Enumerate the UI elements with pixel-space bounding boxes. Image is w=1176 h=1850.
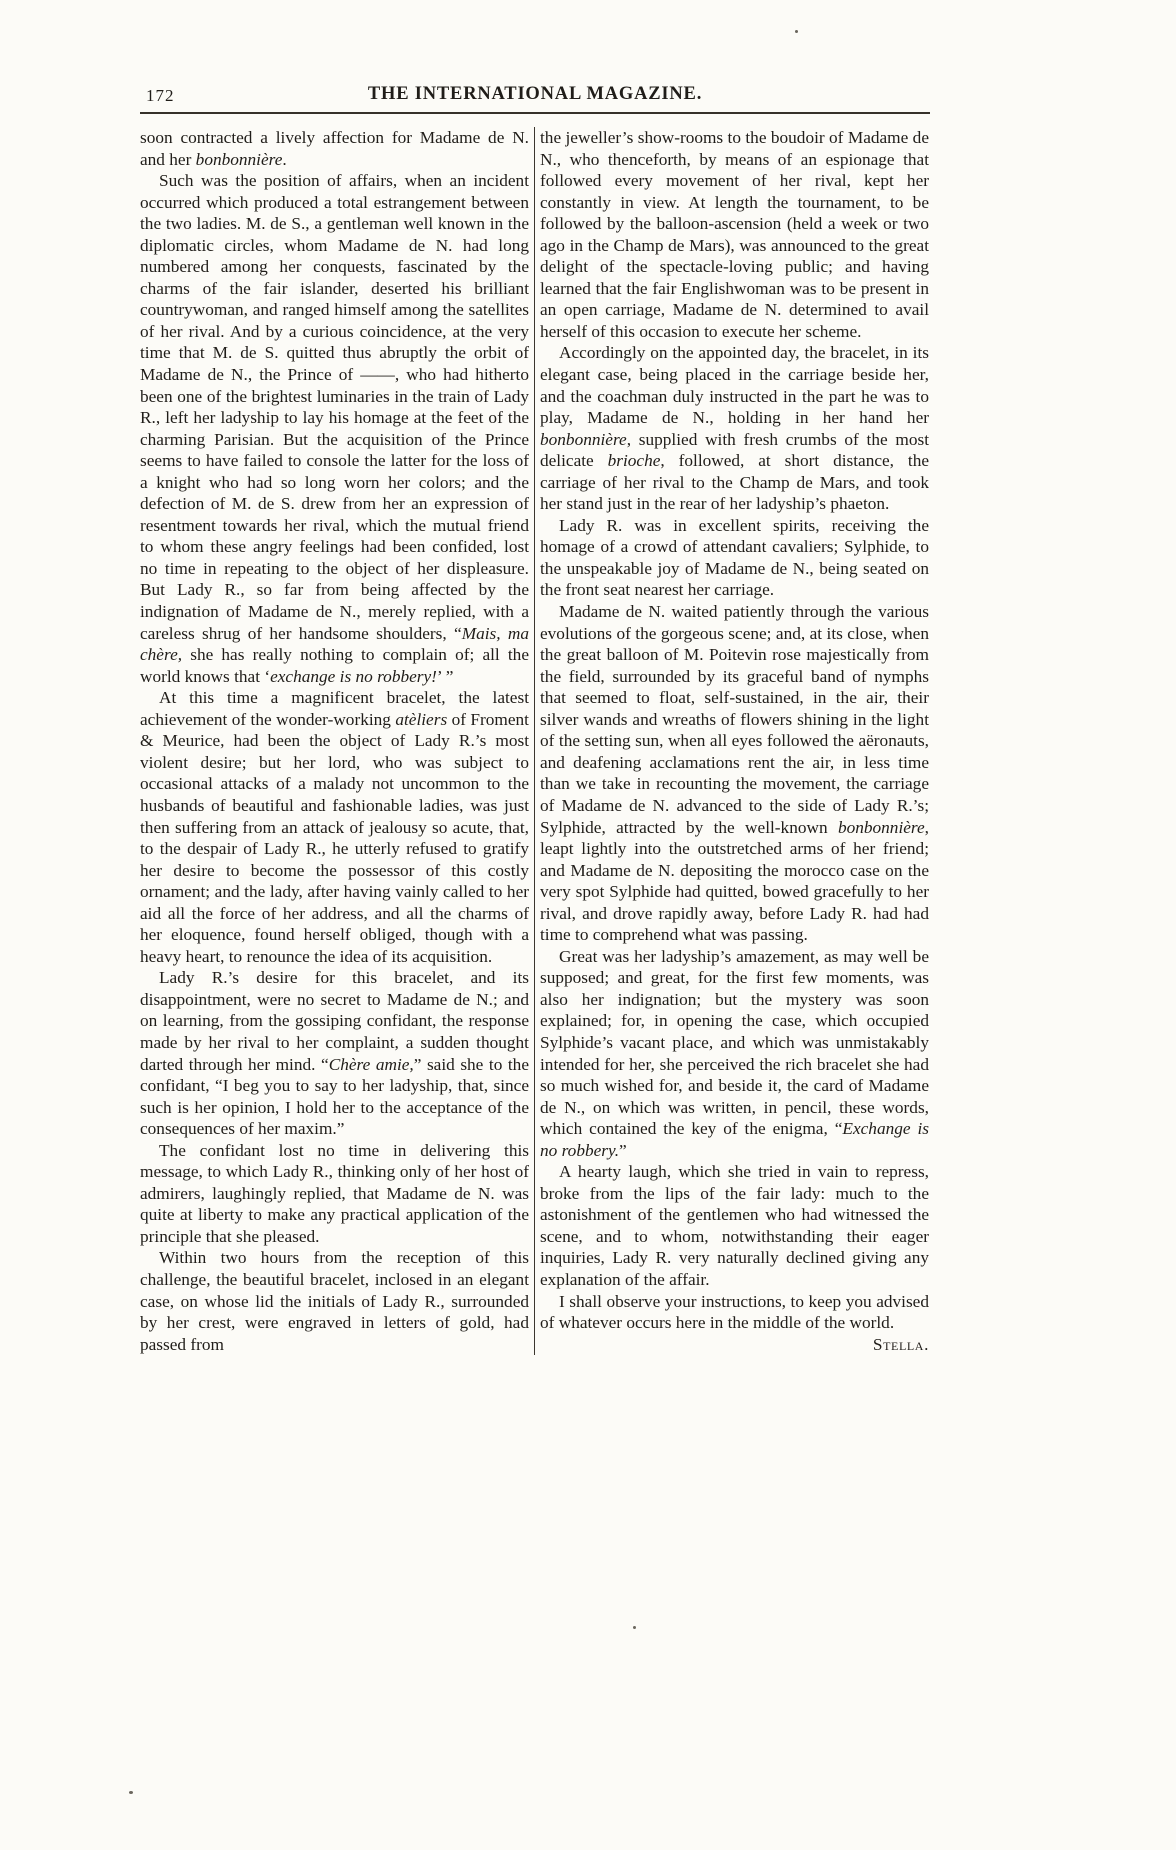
paragraph: soon contracted a lively affection for Madame de N. and her bonbonnière. xyxy=(140,128,529,169)
italic-phrase: bonbonnière xyxy=(837,817,925,837)
paragraph: the jeweller’s show-rooms to the boudoir of Madame de N., who thenceforth, by means of an espionage that followed every movement of her rival, kept her constantly in view. At length the tournament, to be followed by the balloon-ascension (held a week or two ago in the Champ de Mars), was announced to the great delight of the spectacle-loving public; and having learned that the fair Englishwoman was to be present in an open carriage, Madame de N. determined to avail herself of this occasion to execute her scheme. xyxy=(540,128,929,341)
italic-phrase: Chère amie, xyxy=(328,1054,414,1074)
italic-phrase: atèliers xyxy=(395,709,448,729)
paragraph: Madame de N. waited patiently through the various evolutions of the gorgeous scene; and, at its close, when the great balloon of M. Poitevin rose majestically from the field, surrounded by its graceful band of nymphs that seemed to float, self-sustained, in the air, their silver wands and wreaths of flowers shining in the light of the setting sun, when all eyes followed the aëronauts, and deafening acclamations rent the air, in less time than we take in recounting the movement, the carriage of Madame de N. advanced to the side of Lady R.’s; Sylphide, attracted by the well-known bonbonnière, leapt lightly into the outstretched arms of her friend; and Madame de N. depositing the morocco case on the very spot Sylphide had quitted, bowed gracefully to her rival, and drove rapidly away, before Lady R. had had time to comprehend what was passing. xyxy=(540,602,929,945)
paragraph: Such was the position of affairs, when an incident occurred which produced a total estrangement between the two ladies. M. de S., a gentleman well known in the diplomatic circles, whom Madame de N. had long numbered among her conquests, fascinated by the charms of the fair islander, deserted his brilliant countrywoman, and ranged himself among the satellites of her rival. And by a curious coincidence, at the very time that M. de S. quitted thus abruptly the orbit of Madame de N., the Prince of ——, who had hitherto been one of the brightest luminaries in the train of Lady R., left her ladyship to lay his homage at the feet of the charming Parisian. But the acquisition of the Prince seems to have failed to console the latter for the loss of a knight who had so long worn her colors; and the defection of M. de S. drew from her an expression of resentment towards her rival, which the mutual friend to whom these angry feelings had been confided, lost no time in repeating to the object of her displeasure. But Lady R., so far from being affected by the indignation of Madame de N., merely replied, with a careless shrug of her handsome shoulders, “Mais, ma chère, she has really nothing to complain of; all the world knows that ‘exchange is no robbery!’ ” xyxy=(140,171,529,686)
page-header xyxy=(140,82,930,109)
paragraph: I shall observe your instructions, to keep you advised of whatever occurs here in the middle of the world. Stella. xyxy=(540,1291,929,1354)
page-title: THE INTERNATIONAL MAGAZINE. xyxy=(367,84,703,104)
scan-speck xyxy=(633,1626,636,1629)
paragraph: Lady R. was in excellent spirits, receiving the homage of a crowd of attendant cavaliers; Sylphide, to the unspeakable joy of Madame de N., being seated on the front seat nearest her carriage. xyxy=(540,515,929,600)
header-rule xyxy=(140,112,930,114)
italic-phrase: bonbonnière xyxy=(195,149,283,169)
scan-speck xyxy=(129,1791,133,1794)
paragraph: Lady R.’s desire for this bracelet, and its disappointment, were no secret to Madame de N.; and on learning, from the gossiping confidant, the response made by her rival to her complaint, a sudden thought darted through her mind. “Chère amie,” said she to the confidant, “I beg you to say to her ladyship, that, since such is her opinion, I hold her to the acceptance of the consequences of her maxim.” xyxy=(140,968,529,1139)
paragraph: At this time a magnificent bracelet, the latest achievement of the wonder-working atèliers of Froment & Meurice, had been the object of Lady R.’s most violent desire; but her lord, who was subject to occasional attacks of a malady not uncommon to the husbands of beautiful and fashionable ladies, was just then suffering from an attack of jealousy so acute, that, to the despair of Lady R., he utterly refused to gratify her desire to become the possessor of this costly ornament; and the lady, after having vainly called to her aid all the force of her address, and all the charms of her eloquence, found herself obliged, though with a heavy heart, to renounce the idea of its acquisition. xyxy=(140,688,529,966)
italic-phrase: bonbonnière xyxy=(540,429,627,449)
text-columns xyxy=(140,127,930,1355)
scan-speck xyxy=(795,30,798,33)
page-number: 172 xyxy=(146,86,175,105)
italic-phrase: brioche xyxy=(607,451,661,471)
italic-phrase: Mais, ma chère, xyxy=(140,623,529,665)
magazine-page xyxy=(140,82,930,1355)
paragraph: The confidant lost no time in delivering this message, to which Lady R., thinking only of her host of admirers, laughingly replied, that Madame de N. was quite at liberty to make any practical application of the principle that she pleased. xyxy=(140,1140,529,1246)
signature: Stella. xyxy=(872,1334,929,1354)
column-divider xyxy=(534,127,535,1355)
paragraph: Accordingly on the appointed day, the bracelet, in its elegant case, being placed in the carriage beside her, and the coachman duly instructed in the part he was to play, Madame de N., holding in her hand her bonbonnière, supplied with fresh crumbs of the most delicate brioche, followed, at short distance, the carriage of her rival to the Champ de Mars, and took her stand just in the rear of her ladyship’s phaeton. xyxy=(540,343,930,514)
right-column xyxy=(540,127,929,1355)
italic-phrase: Exchange is no robbery. xyxy=(540,1119,929,1160)
italic-phrase: exchange is no robbery! xyxy=(270,666,437,686)
paragraph: Great was her ladyship’s amazement, as may well be supposed; and great, for the first few moments, was also her indignation; but the mystery was soon explained; for, in opening the case, which occupied Sylphide’s vacant place, and which was unmistakably intended for her, she perceived the rich bracelet she had so much wished for, and beside it, the card of Madame de N., on which was written, in pencil, these words, which contained the key of the enigma, “Exchange is no robbery.” xyxy=(540,946,929,1160)
paragraph: A hearty laugh, which she tried in vain to repress, broke from the lips of the fair lady: much to the astonishment of the gentlemen who had witnessed the scene, and to whom, notwithstanding their eager inquiries, Lady R. very naturally declined giving any explanation of the affair. xyxy=(540,1162,929,1289)
left-column xyxy=(140,127,529,1355)
paragraph: Within two hours from the reception of this challenge, the beautiful bracelet, inclosed in an elegant case, on whose lid the initials of Lady R., surrounded by her crest, were engraved in letters of gold, had passed from xyxy=(140,1248,529,1354)
